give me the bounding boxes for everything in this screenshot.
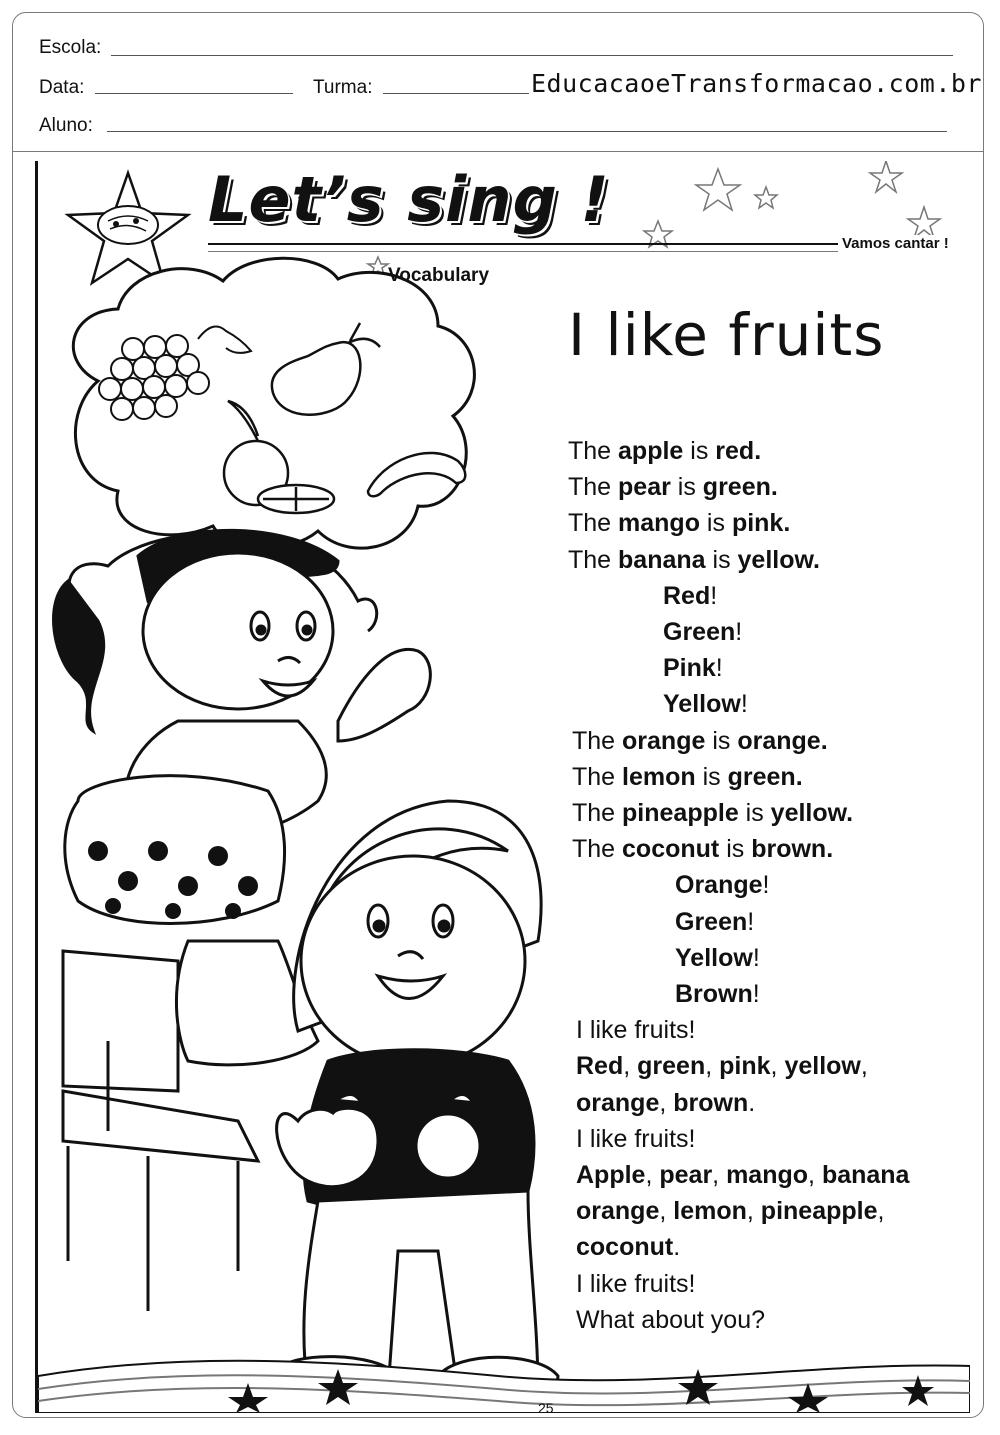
lyric-line: The coconut is brown. <box>572 835 834 864</box>
colors-list-line: Red, green, pink, yellow, <box>576 1052 868 1081</box>
chorus-color: Red! <box>663 581 718 610</box>
student-field[interactable] <box>107 131 947 132</box>
boy-illustration <box>278 801 558 1399</box>
polka-dot-skirt <box>65 776 285 924</box>
student-label: Aluno: <box>39 115 93 136</box>
school-label: Escola: <box>39 37 102 58</box>
lyric-line: The banana is yellow. <box>568 545 820 574</box>
chorus-line: I like fruits! <box>576 1124 696 1153</box>
fruits-list-line: Apple, pear, mango, banana <box>576 1161 910 1190</box>
worksheet-page <box>12 12 984 1418</box>
lyric-line: The lemon is green. <box>572 762 803 791</box>
student-info-header <box>13 13 983 152</box>
chorus-line: I like fruits! <box>576 1016 696 1045</box>
lyric-line: The mango is pink. <box>568 509 791 538</box>
banner-title: Let’s sing ! <box>208 163 610 236</box>
lyric-line: The orange is orange. <box>572 726 828 755</box>
vocabulary-label: Vocabulary <box>388 265 490 286</box>
lyric-line: The pineapple is yellow. <box>572 799 854 828</box>
class-field[interactable] <box>383 93 529 94</box>
lyric-line: The apple is red. <box>568 437 762 465</box>
song-activity <box>35 161 970 1413</box>
chorus-line: I like fruits! <box>576 1269 696 1298</box>
chorus-color: Yellow! <box>675 943 760 972</box>
song-title: I like fruits <box>568 301 885 369</box>
chorus-color: Brown! <box>675 980 760 1009</box>
closing-line: What about you? <box>576 1305 766 1334</box>
page-number: 25 <box>538 1400 554 1413</box>
class-label: Turma: <box>313 77 373 98</box>
chorus-color: Yellow! <box>663 690 748 719</box>
chorus-color: Pink! <box>663 654 723 683</box>
lyric-line: The pear is green. <box>568 473 778 502</box>
music-star-icon <box>68 173 188 283</box>
fruits-list-line: orange, lemon, pineapple, <box>576 1197 885 1226</box>
chorus-color: Orange! <box>675 871 770 900</box>
chorus-color: Green! <box>675 907 755 936</box>
website-watermark: EducacaoeTransformacao.com.br <box>531 69 982 98</box>
date-field[interactable] <box>95 93 293 94</box>
school-field[interactable] <box>111 55 953 56</box>
banner-subtitle: Vamos cantar ! <box>838 235 953 252</box>
date-label: Data: <box>39 77 85 98</box>
chorus-color: Green! <box>663 618 743 647</box>
fruits-list-line: coconut. <box>576 1233 681 1262</box>
banner-rule <box>208 243 938 252</box>
song-lyrics <box>568 433 968 1338</box>
colors-list-line: orange, brown. <box>576 1088 756 1117</box>
